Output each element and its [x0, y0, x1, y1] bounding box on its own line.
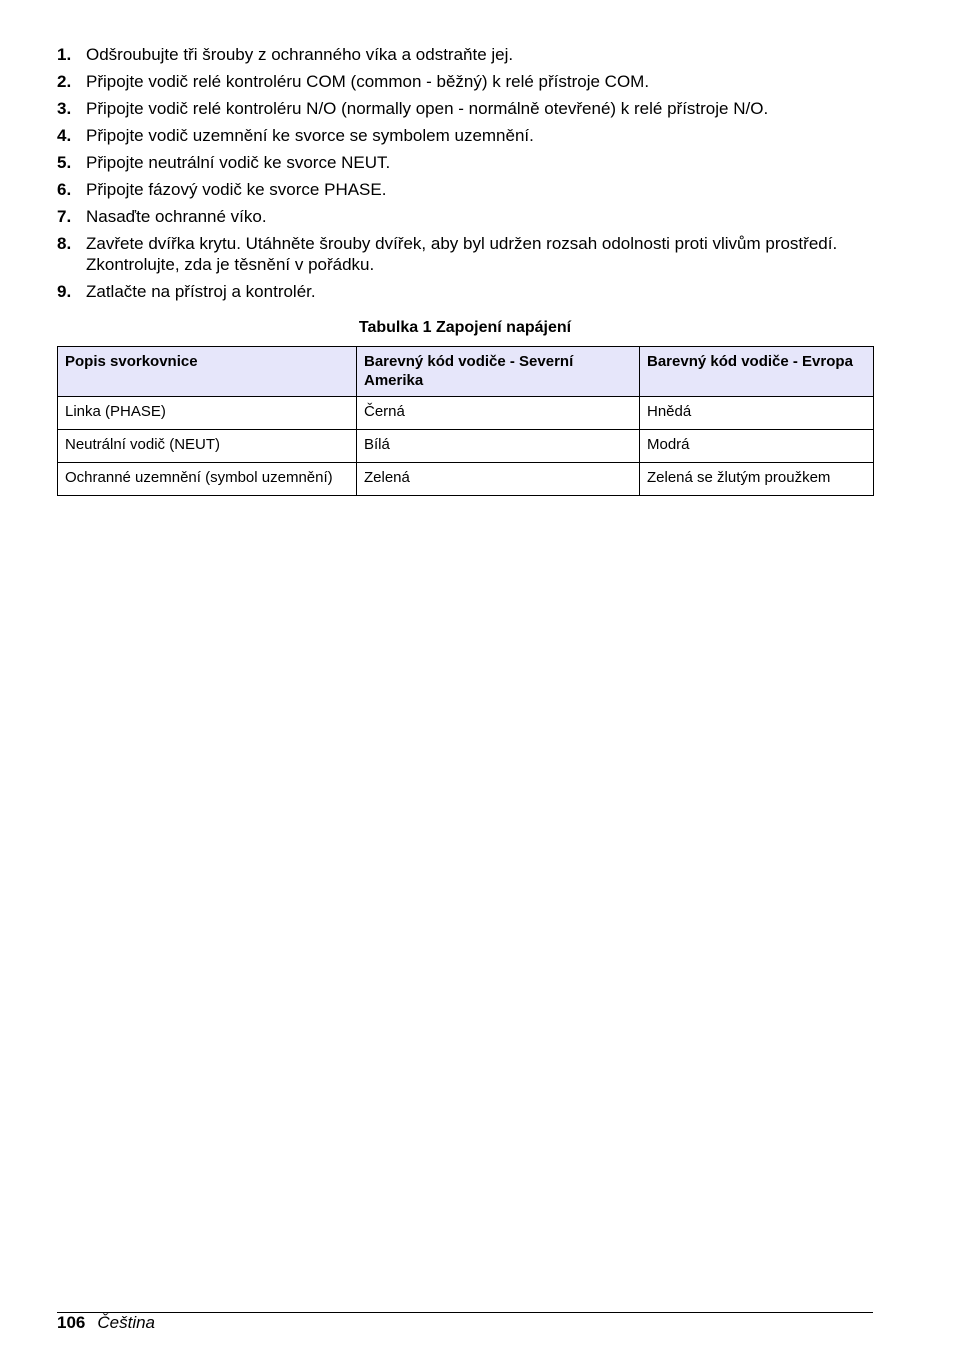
- step-number: 1.: [57, 45, 72, 64]
- step-item: [57, 233, 873, 275]
- step-number: 6.: [57, 180, 72, 199]
- power-wiring-table: [57, 346, 874, 496]
- table-cell: Modrá: [640, 430, 874, 463]
- step-item: [57, 71, 873, 92]
- step-item: [57, 206, 873, 227]
- step-text: Zatlačte na přístroj a kontrolér.: [86, 282, 316, 301]
- table-cell: Ochranné uzemnění (symbol uzemnění): [58, 463, 357, 496]
- instruction-steps: [57, 44, 873, 308]
- table-header-row: [58, 347, 874, 397]
- table-cell: Neutrální vodič (NEUT): [58, 430, 357, 463]
- step-number: 3.: [57, 99, 72, 118]
- step-text: Připojte vodič relé kontroléru N/O (normally open - normálně otevřené) k relé přístroje N/O.: [86, 99, 769, 118]
- page-number: 106: [57, 1313, 86, 1332]
- table-cell: Hnědá: [640, 397, 874, 430]
- step-text: Připojte fázový vodič ke svorce PHASE.: [86, 180, 387, 199]
- table-cell: Bílá: [357, 430, 640, 463]
- table-row: [58, 397, 874, 430]
- step-number: 7.: [57, 207, 72, 226]
- step-number: 5.: [57, 153, 72, 172]
- step-number: 2.: [57, 72, 72, 91]
- table-row: [58, 430, 874, 463]
- step-text: Připojte vodič uzemnění ke svorce se symbolem uzemnění.: [86, 126, 534, 145]
- step-text: Odšroubujte tři šrouby z ochranného víka a odstraňte jej.: [86, 45, 514, 64]
- step-text: Připojte vodič relé kontroléru COM (common - běžný) k relé přístroje COM.: [86, 72, 650, 91]
- step-item: [57, 152, 873, 173]
- table-cell: Zelená se žlutým proužkem: [640, 463, 874, 496]
- table-caption: Tabulka 1 Zapojení napájení: [358, 319, 572, 336]
- step-item: [57, 125, 873, 146]
- step-number: 8.: [57, 234, 72, 253]
- column-header-north-america: Barevný kód vodiče - Severní Amerika: [357, 347, 640, 397]
- table-cell: Zelená: [357, 463, 640, 496]
- page-footer: [57, 1313, 155, 1333]
- footer-language: Čeština: [97, 1313, 156, 1332]
- footer-divider: [57, 1312, 873, 1313]
- table-cell: Černá: [357, 397, 640, 430]
- column-header-terminal: Popis svorkovnice: [58, 347, 357, 397]
- step-text: Nasaďte ochranné víko.: [86, 207, 267, 226]
- step-item: [57, 98, 873, 119]
- step-text: Připojte neutrální vodič ke svorce NEUT.: [86, 153, 391, 172]
- table-row: [58, 463, 874, 496]
- step-item: [57, 281, 873, 302]
- table-cell: Linka (PHASE): [58, 397, 357, 430]
- step-item: [57, 44, 873, 65]
- column-header-europe: Barevný kód vodiče - Evropa: [640, 347, 874, 397]
- step-number: 9.: [57, 282, 72, 301]
- step-item: [57, 179, 873, 200]
- step-text: Zavřete dvířka krytu. Utáhněte šrouby dvířek, aby byl udržen rozsah odolnosti proti vlivům prostředí. Zkontrolujte, zda je těsnění v pořádku.: [86, 234, 838, 274]
- step-number: 4.: [57, 126, 72, 145]
